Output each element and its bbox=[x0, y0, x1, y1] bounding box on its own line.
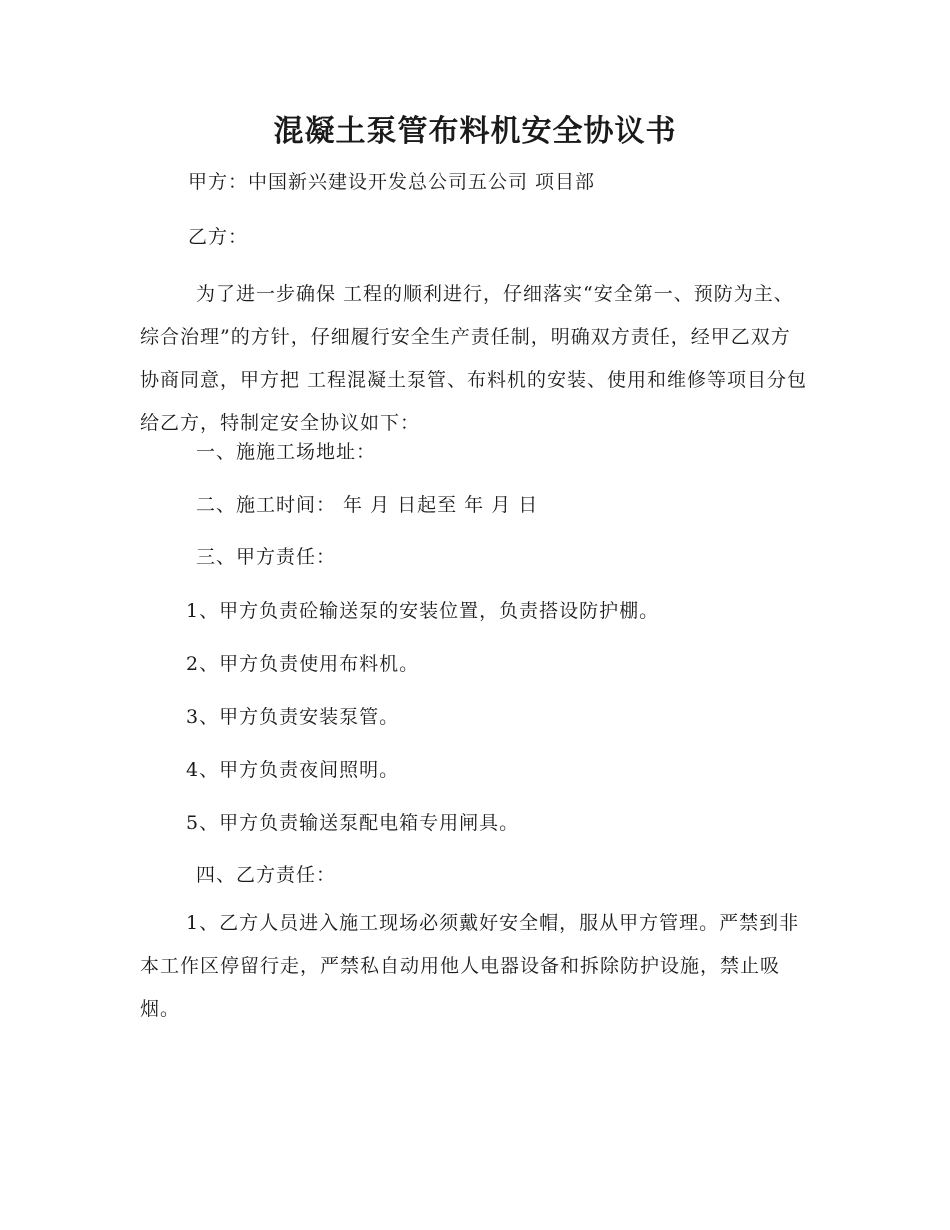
section-party-a-duties: 三、甲方责任： bbox=[196, 546, 337, 568]
section-construction-time: 二、施工时间： 年 月 日起至 年 月 日 bbox=[196, 494, 539, 516]
party-a-line: 甲方：中国新兴建设开发总公司五公司 项目部 bbox=[188, 171, 596, 193]
document-title: 混凝土泵管布料机安全协议书 bbox=[273, 114, 677, 149]
party-a-item: 5、甲方负责输送泵配电箱专用闸具。 bbox=[186, 812, 520, 834]
party-b-item: 1、乙方人员进入施工现场必须戴好安全帽，服从甲方管理。严禁到非本工作区停留行走，严禁私自动用他人电器设备和拆除防护设施，禁止吸烟。 bbox=[140, 912, 800, 1020]
party-a-item: 3、甲方负责安装泵管。 bbox=[186, 706, 400, 728]
section-party-b-duties: 四、乙方责任： bbox=[196, 864, 337, 886]
party-a-item: 2、甲方负责使用布料机。 bbox=[186, 653, 420, 675]
party-a-item: 4、甲方负责夜间照明。 bbox=[186, 759, 400, 781]
section-site-address: 一、施施工场地址： bbox=[196, 441, 377, 463]
party-b-line: 乙方： bbox=[188, 226, 249, 248]
party-a-item: 1、甲方负责砼输送泵的安装位置，负责搭设防护棚。 bbox=[186, 600, 660, 622]
intro-paragraph: 为了进一步确保 工程的顺利进行，仔细落实“安全第一、预防为主、综合治理”的方针，仔细履行安全生产责任制，明确双方责任，经甲乙双方协商同意，甲方把 工程混凝土泵管、布料机的安装、使用和维修等项目分包给乙方，特制定安全协议如下： bbox=[140, 283, 808, 434]
